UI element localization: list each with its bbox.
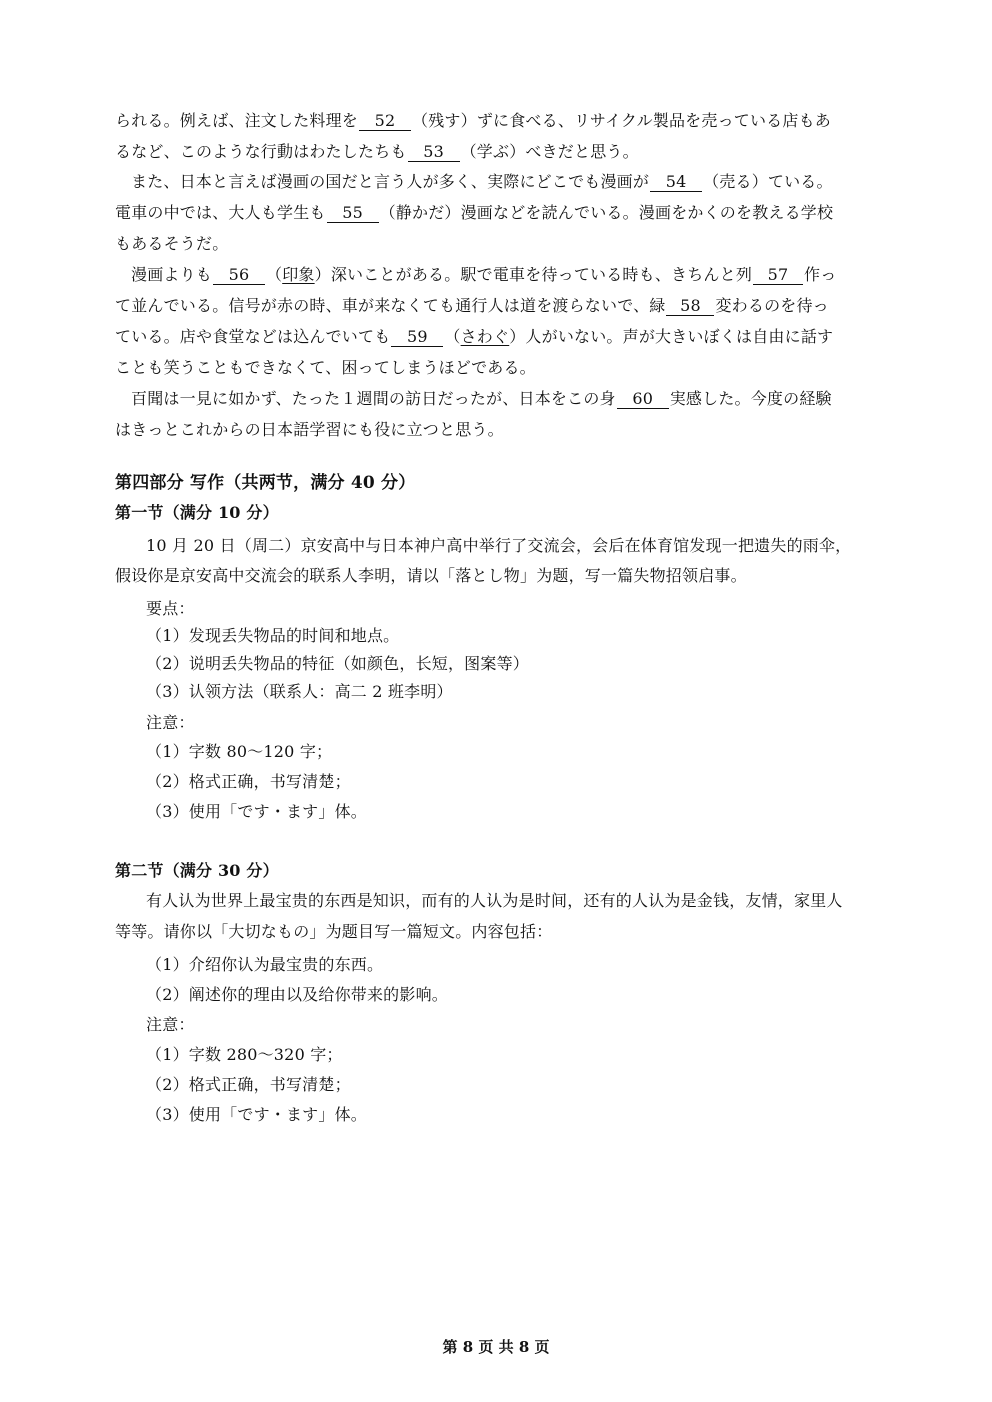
point-item: （2）说明丢失物品的特征（如颜色，长短，图案等） bbox=[146, 654, 529, 673]
note-item: （2）格式正确，书写清楚； bbox=[146, 1075, 351, 1094]
note-item: （3）使用「です・ます」体。 bbox=[146, 1105, 367, 1124]
passage-line bbox=[115, 326, 833, 348]
passage-line bbox=[115, 357, 536, 379]
point-item: （3）认领方法（联系人：高二 2 班李明） bbox=[146, 682, 453, 701]
passage-text: ことも笑うこともできなくて、困ってしまうほどである。 bbox=[115, 358, 536, 377]
blank-58: 58 bbox=[666, 297, 714, 316]
passage-text: ）人がいない。声が大きいぼくは自由に話す bbox=[509, 327, 834, 346]
passage-text: 実感した。今度の経験 bbox=[669, 389, 832, 408]
point-item: （1）发现丢失物品的时间和地点。 bbox=[146, 626, 400, 645]
passage-text: また、日本と言えば漫画の国だと言う人が多く、実際にどこでも漫画が bbox=[131, 172, 650, 191]
task-text: 假设你是京安高中交流会的联系人李明，请以「落とし物」为题，写一篇失物招领启事。 bbox=[115, 566, 747, 585]
task-text: 等等。请你以「大切なもの」为题目写一篇短文。内容包括： bbox=[115, 922, 553, 941]
passage-text: （ bbox=[444, 327, 461, 346]
note-item: （1）字数 280～320 字； bbox=[146, 1045, 343, 1064]
task-text: 10 月 20 日（周二）京安高中与日本神户高中举行了交流会，会后在体育馆发现一把遗失的雨伞， bbox=[146, 536, 852, 555]
note-item: （3）使用「です・ます」体。 bbox=[146, 802, 367, 821]
blank-56: 56 bbox=[213, 266, 265, 285]
passage-text: 百聞は一見に如かず、たった１週間の訪日だったが、日本をこの身 bbox=[131, 389, 616, 408]
blank-57: 57 bbox=[753, 266, 803, 285]
passage-text: て並んでいる。信号が赤の時、車が来なくても通行人は道を渡らないで、緑 bbox=[115, 296, 666, 315]
passage-text: （静かだ）漫画などを読んでいる。漫画をかくのを教える学校 bbox=[379, 203, 834, 222]
underlined-word: 印象 bbox=[282, 265, 315, 284]
passage-text: 電車の中では、大人も学生も bbox=[115, 203, 326, 222]
passage-line bbox=[131, 171, 833, 193]
blank-55: 55 bbox=[327, 204, 379, 223]
passage-text: はきっとこれからの日本語学習にも役に立つと思う。 bbox=[115, 420, 504, 439]
passage-text: ） bbox=[314, 265, 331, 284]
blank-53: 53 bbox=[408, 143, 460, 162]
passage-text: ている。店や食堂などは込んでいても bbox=[115, 327, 391, 346]
passage-text: （学ぶ）べきだと思う。 bbox=[460, 142, 639, 161]
passage-line bbox=[115, 110, 831, 132]
point-item: （1）介绍你认为最宝贵的东西。 bbox=[146, 955, 384, 974]
passage-text: 作っ bbox=[804, 265, 837, 284]
passage-text: るなど、このような行動はわたしたちも bbox=[115, 142, 407, 161]
blank-60: 60 bbox=[617, 390, 669, 409]
notes-label: 注意： bbox=[146, 713, 195, 732]
page-number: 第 8 页 共 8 页 bbox=[442, 1338, 550, 1356]
points-label: 要点： bbox=[146, 599, 195, 618]
passage-line bbox=[115, 202, 833, 224]
passage-text: （残す）ずに食べる、リサイクル製品を売っている店もあ bbox=[412, 111, 831, 130]
passage-text: （売る）ている。 bbox=[703, 172, 833, 191]
blank-54: 54 bbox=[650, 173, 702, 192]
passage-text: 変わるのを待っ bbox=[715, 296, 829, 315]
point-item: （2）阐述你的理由以及给你带来的影响。 bbox=[146, 985, 448, 1004]
notes-label: 注意： bbox=[146, 1015, 195, 1034]
passage-text: （ bbox=[266, 265, 283, 284]
blank-59: 59 bbox=[391, 328, 443, 347]
passage-line bbox=[115, 233, 228, 255]
section-heading: 第一节（满分 10 分） bbox=[115, 503, 279, 522]
passage-line bbox=[115, 295, 829, 317]
passage-line bbox=[131, 388, 832, 410]
passage-text: もあるそうだ。 bbox=[115, 234, 229, 253]
note-item: （1）字数 80～120 字； bbox=[146, 742, 333, 761]
task-text: 有人认为世界上最宝贵的东西是知识，而有的人认为是时间，还有的人认为是金钱，友情，家里人 bbox=[146, 891, 843, 910]
blank-52: 52 bbox=[359, 112, 411, 131]
passage-text: られる。例えば、注文した料理を bbox=[115, 111, 359, 130]
passage-text: 深いことがある。駅で電車を待っている時も、きちんと列 bbox=[330, 265, 753, 284]
passage-line bbox=[131, 264, 836, 286]
note-item: （2）格式正确，书写清楚； bbox=[146, 772, 351, 791]
passage-text: 漫画よりも bbox=[131, 265, 213, 284]
section-heading: 第二节（满分 30 分） bbox=[115, 861, 279, 880]
passage-line bbox=[115, 141, 639, 163]
part-heading: 第四部分 写作（共两节，满分 40 分） bbox=[115, 473, 416, 493]
passage-line bbox=[115, 419, 504, 441]
underlined-word: さわぐ bbox=[460, 327, 510, 346]
